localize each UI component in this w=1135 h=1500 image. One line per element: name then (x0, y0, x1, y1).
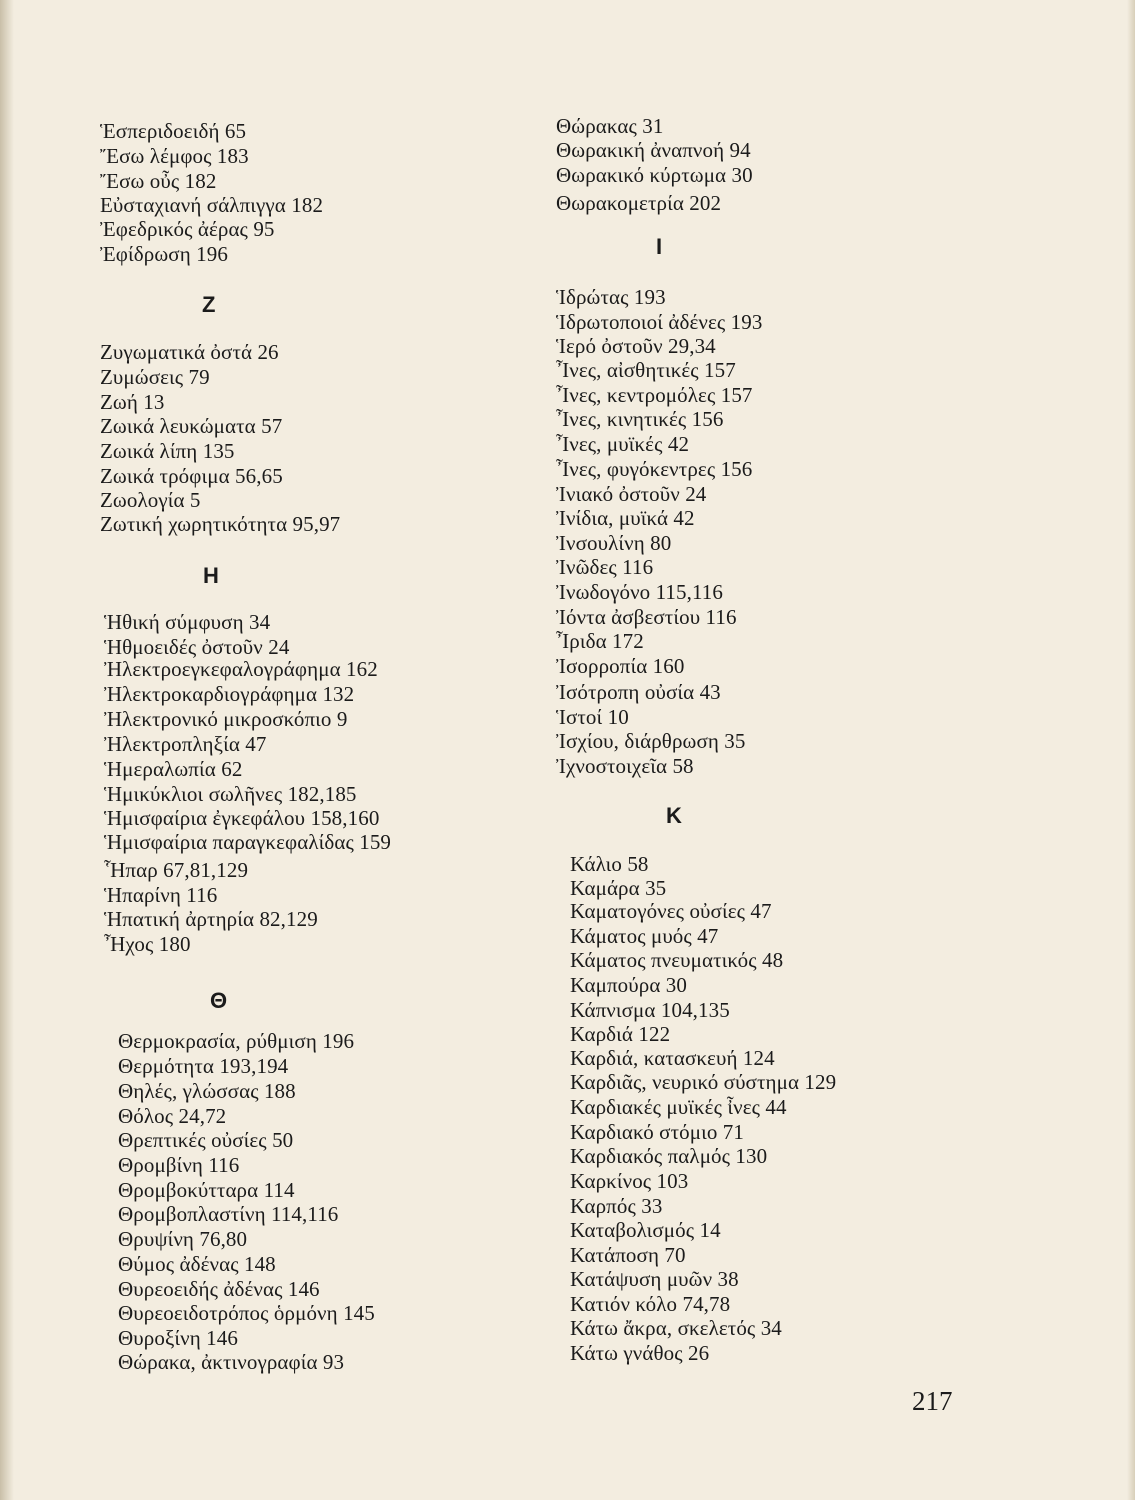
index-entry: Ἠλεκτροκαρδιογράφημα 132 (104, 682, 355, 706)
index-entry: Καρδιακός παλμός 130 (570, 1144, 768, 1168)
index-entry: Ζωικά τρόφιμα 56,65 (100, 464, 283, 488)
index-entry: Καμπούρα 30 (570, 973, 687, 997)
index-entry: Ἱδρώτας 193 (556, 285, 666, 309)
page-edge-shadow-right (1127, 0, 1135, 1500)
index-entry: Θωρακομετρία 202 (556, 191, 722, 215)
index-entry: Κάματος πνευματικός 48 (570, 948, 784, 972)
index-entry: Κάτω ἄκρα, σκελετός 34 (570, 1316, 782, 1340)
index-entry: Ζυγωματικά ὀστά 26 (100, 340, 279, 364)
index-entry: Ἶριδα 172 (556, 629, 644, 653)
index-entry: Θρομβοπλαστίνη 114,116 (118, 1202, 339, 1226)
index-entry: Καρδιακό στόμιο 71 (570, 1120, 745, 1144)
section-heading-zeta: Ζ (202, 292, 216, 317)
index-entry: Θώρακα, ἀκτινογραφία 93 (118, 1350, 345, 1374)
index-entry: Ἰσότροπη οὐσία 43 (556, 680, 721, 704)
index-entry: Ἶνες, μυϊκές 42 (556, 432, 690, 456)
index-entry: Ἡπαρίνη 116 (104, 883, 218, 907)
section-heading-iota: Ι (656, 234, 663, 259)
index-entry: Ἰνίδια, μυϊκά 42 (556, 506, 695, 530)
page-number: 217 (912, 1386, 953, 1416)
index-entry: Ἰσχίου, διάρθρωση 35 (556, 729, 746, 753)
section-heading-eta: Η (203, 563, 219, 588)
index-entry: Ἠλεκτροεγκεφαλογράφημα 162 (104, 657, 378, 681)
section-heading-theta: Θ (210, 988, 228, 1013)
index-entry: Ἧπαρ 67,81,129 (104, 858, 249, 882)
index-entry: Θρομβίνη 116 (118, 1153, 240, 1177)
index-entry: Ζωικά λίπη 135 (100, 439, 235, 463)
index-entry: Κατάψυση μυῶν 38 (570, 1267, 739, 1291)
index-entry: Θωρακικό κύρτωμα 30 (556, 163, 753, 187)
index-entry: Ζωή 13 (100, 390, 165, 414)
index-entry: Καρπός 33 (570, 1194, 663, 1218)
index-entry: Ἦχος 180 (104, 932, 191, 956)
index-entry: Θρεπτικές οὐσίες 50 (118, 1128, 294, 1152)
index-entry: Ζωτική χωρητικότητα 95,97 (100, 512, 341, 536)
index-entry: Κατιόν κόλο 74,78 (570, 1292, 731, 1316)
index-entry: Ἡμισφαίρια ἐγκεφάλου 158,160 (104, 806, 380, 830)
index-entry: Ἡμισφαίρια παραγκεφαλίδας 159 (104, 830, 392, 854)
index-entry: Ζωικά λευκώματα 57 (100, 414, 283, 438)
index-entry: Ἰχνοστοιχεῖα 58 (556, 754, 694, 778)
index-entry: Καμάρα 35 (570, 876, 667, 900)
index-entry: Ἡμεραλωπία 62 (104, 757, 243, 781)
index-entry: Ἶνες, φυγόκεντρες 156 (556, 457, 753, 481)
index-entry: Ἡμικύκλιοι σωλῆνες 182,185 (104, 782, 357, 806)
index-entry: Ἔσω λέμφος 183 (100, 144, 249, 168)
index-entry: Θυροξίνη 146 (118, 1326, 238, 1350)
index-entry: Ἰσορροπία 160 (556, 654, 685, 678)
index-entry: Ἡθική σύμφυση 34 (104, 610, 271, 634)
index-entry: Θυρεοειδοτρόπος ὁρμόνη 145 (118, 1301, 375, 1325)
index-entry: Κάτω γνάθος 26 (570, 1341, 710, 1365)
index-entry: Εὐσταχιανή σάλπιγγα 182 (100, 193, 324, 217)
index-entry: Ἠλεκτροπληξία 47 (104, 732, 267, 756)
index-entry: Κάπνισμα 104,135 (570, 998, 730, 1022)
index-entry: Θηλές, γλώσσας 188 (118, 1079, 296, 1103)
index-entry: Θερμοκρασία, ρύθμιση 196 (118, 1029, 355, 1053)
index-entry: Ἐφεδρικός ἀέρας 95 (100, 217, 275, 241)
index-entry: Καρδιακές μυϊκές ἶνες 44 (570, 1095, 787, 1119)
index-entry: Ἰνιακό ὀστοῦν 24 (556, 482, 707, 506)
index-entry: Ἠλεκτρονικό μικροσκόπιο 9 (104, 707, 348, 731)
index-entry: Θρομβοκύτταρα 114 (118, 1178, 295, 1202)
index-entry: Καματογόνες οὐσίες 47 (570, 899, 772, 923)
index-entry: Θωρακική ἀναπνοή 94 (556, 138, 751, 162)
index-entry: Ἶνες, κινητικές 156 (556, 407, 724, 431)
index-entry: Ἐφίδρωση 196 (100, 242, 228, 266)
index-entry: Ἶνες, αἰσθητικές 157 (556, 358, 736, 382)
index-entry: Ἑσπεριδοειδή 65 (100, 119, 247, 143)
index-entry: Κατάποση 70 (570, 1243, 686, 1267)
index-entry: Ἱδρωτοποιοί ἀδένες 193 (556, 310, 763, 334)
index-entry: Θώρακας 31 (556, 114, 664, 138)
index-entry: Καρδιᾶς, νευρικό σύστημα 129 (570, 1070, 837, 1094)
index-entry: Ἔσω οὖς 182 (100, 169, 217, 193)
index-entry: Κάματος μυός 47 (570, 924, 719, 948)
index-entry: Θερμότητα 193,194 (118, 1054, 289, 1078)
index-entry: Ἰόντα ἀσβεστίου 116 (556, 605, 737, 629)
index-entry: Θόλος 24,72 (118, 1104, 227, 1128)
index-entry: Θρυψίνη 76,80 (118, 1227, 248, 1251)
index-entry: Καρδιά 122 (570, 1022, 671, 1046)
index-entry: Ἰνσουλίνη 80 (556, 531, 672, 555)
index-entry: Ἰνωδογόνο 115,116 (556, 580, 724, 604)
index-entry: Ἱστοί 10 (556, 705, 629, 729)
index-entry: Ἡθμοειδές ὀστοῦν 24 (104, 635, 290, 659)
index-entry: Θύμος ἀδένας 148 (118, 1252, 276, 1276)
index-entry: Ζωολογία 5 (100, 488, 201, 512)
index-entry: Καρδιά, κατασκευή 124 (570, 1046, 775, 1070)
index-entry: Ἰνῶδες 116 (556, 555, 654, 579)
index-entry: Ζυμώσεις 79 (100, 365, 210, 389)
index-entry: Ἱερό ὀστοῦν 29,34 (556, 334, 716, 358)
index-entry: Θυρεοειδής ἀδένας 146 (118, 1277, 320, 1301)
page-edge-shadow-left (0, 0, 14, 1500)
index-entry: Καταβολισμός 14 (570, 1218, 721, 1242)
index-entry: Ἶνες, κεντρομόλες 157 (556, 383, 753, 407)
index-entry: Καρκίνος 103 (570, 1169, 689, 1193)
index-entry: Ἡπατική ἀρτηρία 82,129 (104, 907, 318, 931)
section-heading-kappa: Κ (666, 803, 682, 828)
index-entry: Κάλιο 58 (570, 852, 649, 876)
